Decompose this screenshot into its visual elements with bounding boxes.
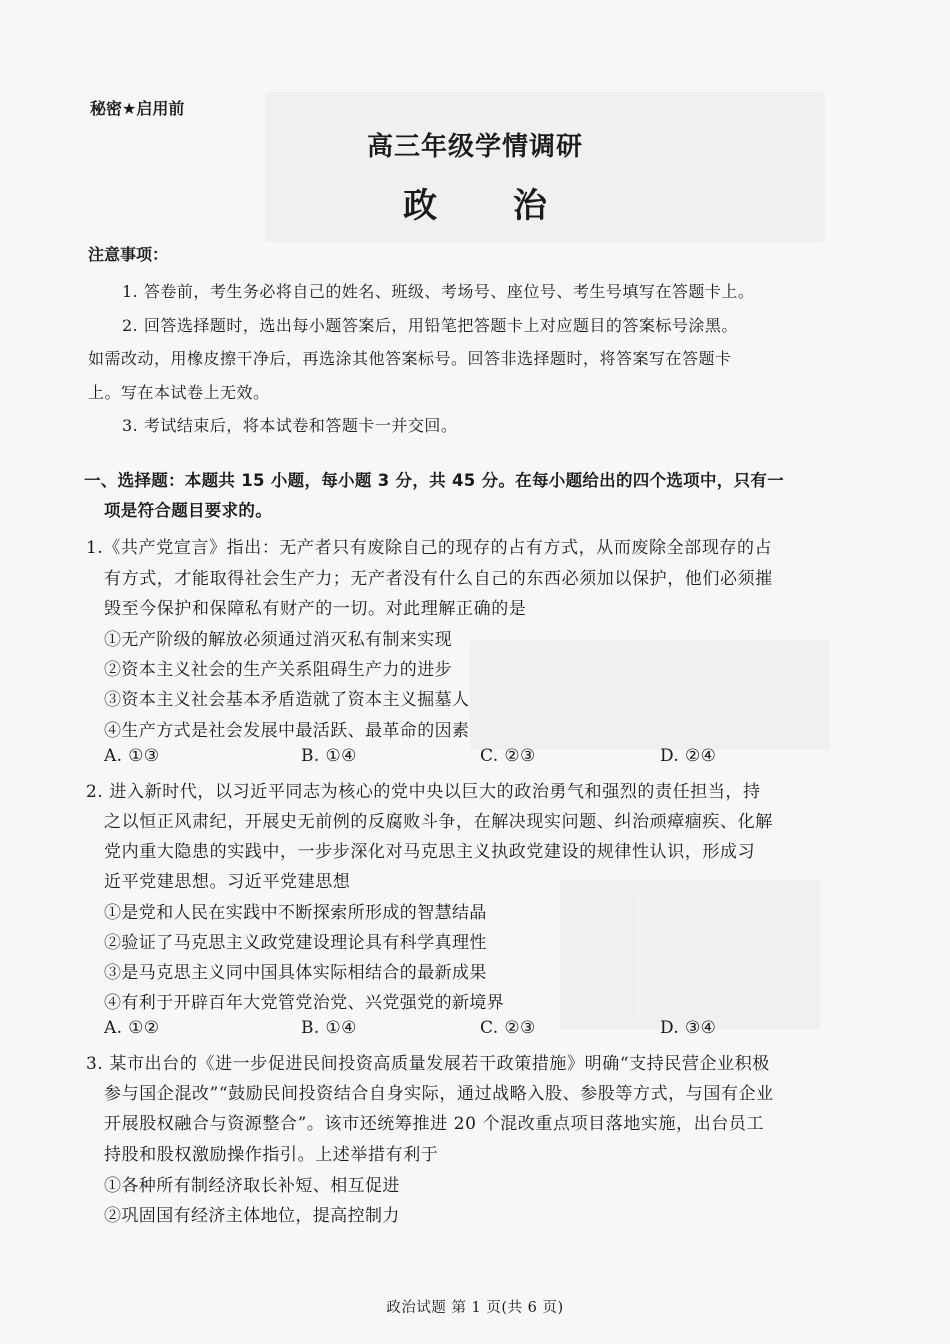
question-stem: 毁至今保护和保障私有财产的一切。对此理解正确的是 <box>104 599 527 619</box>
statement-item: ①是党和人民在实践中不断探索所形成的智慧结晶 <box>104 903 487 923</box>
question-stem: 开展股权融合与资源整合”。该市还统筹推进 20 个混改重点项目落地实施，出台员工 <box>104 1114 765 1134</box>
exam-title: 高三年级学情调研 <box>366 132 583 162</box>
answer-choice: D. ③④ <box>660 1018 717 1038</box>
statement-item: ④生产方式是社会发展中最活跃、最革命的因素 <box>104 721 470 741</box>
notice-heading: 注意事项： <box>88 245 169 264</box>
statement-item: ④有利于开辟百年大党管党治党、兴党强党的新境界 <box>104 993 505 1013</box>
statement-item: ①无产阶级的解放必须通过消灭私有制来实现 <box>104 630 452 650</box>
answer-choice: D. ②④ <box>660 746 717 766</box>
page-footer: 政治试题 第 1 页(共 6 页) <box>386 1300 564 1316</box>
question-stem: 1.《共产党宣言》指出：无产者只有废除自己的现存的占有方式，从而废除全部现存的占 <box>86 538 773 558</box>
notice-line: 2. 回答选择题时，选出每小题答案后，用铅笔把答题卡上对应题目的答案标号涂黑。 <box>122 316 738 335</box>
statement-item: ①各种所有制经济取长补短、相互促进 <box>104 1176 400 1196</box>
statement-item: ③是马克思主义同中国具体实际相结合的最新成果 <box>104 963 487 983</box>
answer-choice: C. ②③ <box>480 1018 536 1038</box>
notice-line: 如需改动，用橡皮擦干净后，再选涂其他答案标号。回答非选择题时，将答案写在答题卡 <box>88 349 732 368</box>
question-stem: 党内重大隐患的实践中，一步步深化对马克思主义执政党建设的规律性认识，形成习 <box>104 842 756 862</box>
scan-show-through <box>560 880 820 1030</box>
answer-choice: B. ①④ <box>301 1018 357 1038</box>
notice-line: 1. 答卷前，考生务必将自己的姓名、班级、考场号、座位号、考生号填写在答题卡上。 <box>122 282 755 301</box>
answer-choice: A. ①③ <box>104 746 160 766</box>
statement-item: ②资本主义社会的生产关系阻碍生产力的进步 <box>104 660 452 680</box>
question-stem: 2. 进入新时代，以习近平同志为核心的党中央以巨大的政治勇气和强烈的责任担当，持 <box>86 782 761 802</box>
question-stem: 之以恒正风肃纪，开展史无前例的反腐败斗争，在解决现实问题、纠治顽瘴痼疾、化解 <box>104 812 773 832</box>
confidential-label: 秘密★启用前 <box>90 99 185 118</box>
notice-line: 3. 考试结束后，将本试卷和答题卡一并交回。 <box>122 416 458 435</box>
subject-title: 政 治 <box>403 186 579 226</box>
question-stem: 3. 某市出台的《进一步促进民间投资高质量发展若干政策措施》明确“支持民营企业积极 <box>86 1054 770 1074</box>
question-stem: 有方式，才能取得社会生产力；无产者没有什么自己的东西必须加以保护，他们必须摧 <box>104 569 773 589</box>
question-stem: 持股和股权激励操作指引。上述举措有利于 <box>104 1145 439 1165</box>
question-stem: 近平党建思想。习近平党建思想 <box>104 872 351 892</box>
answer-choice: B. ①④ <box>301 746 357 766</box>
section-heading: 项是符合题目要求的。 <box>104 501 272 520</box>
answer-choice: C. ②③ <box>480 746 536 766</box>
statement-item: ③资本主义社会基本矛盾造就了资本主义掘墓人 <box>104 690 470 710</box>
question-stem: 参与国企混改”“鼓励民间投资结合自身实际，通过战略入股、参股等方式，与国有企业 <box>104 1084 774 1104</box>
statement-item: ②巩固国有经济主体地位，提高控制力 <box>104 1206 400 1226</box>
scan-show-through <box>470 640 830 750</box>
notice-line: 上。写在本试卷上无效。 <box>88 383 270 402</box>
answer-choice: A. ①② <box>104 1018 160 1038</box>
section-heading: 一、选择题：本题共 15 小题，每小题 3 分，共 45 分。在每小题给出的四个选项中，只有一 <box>84 471 784 490</box>
statement-item: ②验证了马克思主义政党建设理论具有科学真理性 <box>104 933 487 953</box>
